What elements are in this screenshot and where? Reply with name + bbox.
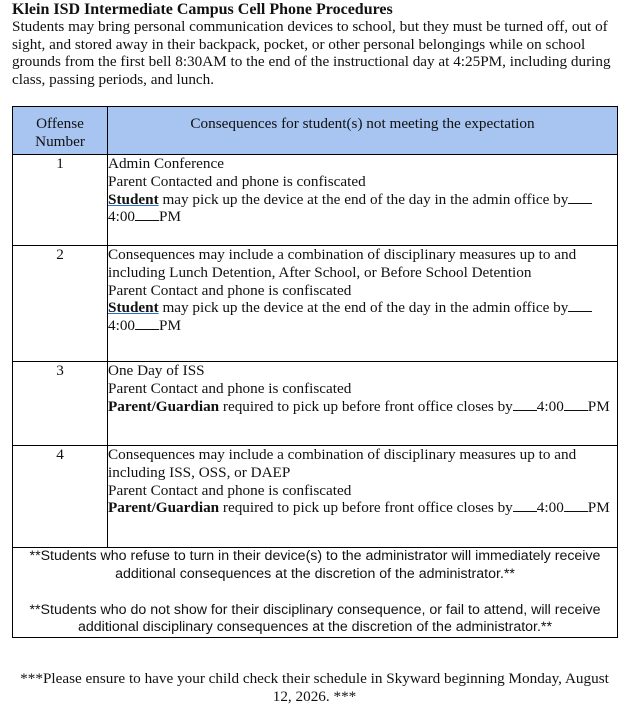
blank-line <box>564 499 588 512</box>
pickup-time: 4:00 <box>536 499 564 517</box>
consequence-cell <box>108 446 618 548</box>
consequence-line: Parent Contact and phone is confiscated <box>108 481 352 499</box>
footer-note: ***Please ensure to have your child check their schedule in Skyward beginning Monday, August 12, 2026. *** <box>20 670 609 705</box>
consequence-line: Parent Contact and phone is confiscated <box>108 281 352 299</box>
pickup-line: required to pick up before front office closes by <box>222 397 513 415</box>
pickup-time: 4:00 <box>108 317 136 335</box>
consequences-table <box>12 106 618 638</box>
pickup-pm: PM <box>159 317 181 335</box>
bold-lead: Parent/Guardian <box>108 397 220 415</box>
pickup-text <box>108 191 617 227</box>
blank-line <box>513 398 537 411</box>
blank-line <box>135 208 159 221</box>
header-offense-number <box>13 107 108 155</box>
consequence-cell <box>108 246 618 362</box>
table-row <box>13 362 618 446</box>
offense-number: 1 <box>13 155 108 246</box>
header-consequences <box>108 107 618 155</box>
blank-line <box>568 299 592 312</box>
consequence-cell <box>108 155 618 246</box>
note-no-show: **Students who do not show for their disciplinary consequence, or fail to attend, will receive additional disciplinary consequences at the discretion of the administrator.** <box>29 601 601 636</box>
table-header-row <box>13 107 618 155</box>
offense-number: 3 <box>13 362 108 446</box>
pickup-line: may pick up the device at the end of the day in the admin office by <box>162 190 569 208</box>
bold-lead: Student <box>108 299 159 317</box>
pickup-text <box>108 398 617 416</box>
notes-cell <box>13 548 618 638</box>
pickup-time: 4:00 <box>536 397 564 415</box>
consequence-line: Parent Contacted and phone is confiscated <box>108 172 366 190</box>
pickup-pm: PM <box>159 208 181 226</box>
table-row <box>13 246 618 362</box>
consequence-line: One Day of ISS <box>108 362 205 379</box>
offense-number: 2 <box>13 246 108 362</box>
table-row <box>13 155 618 246</box>
header-consequences-label: Consequences for student(s) not meeting the expectation <box>190 115 535 132</box>
blank-line <box>135 317 159 330</box>
bold-lead: Parent/Guardian <box>108 499 220 517</box>
consequence-cell <box>108 362 618 446</box>
pickup-line: required to pick up before front office closes by <box>222 499 513 517</box>
offense-number: 4 <box>13 446 108 548</box>
consequence-line: Consequences may include a combination of disciplinary measures up to and including ISS, OSS, or DAEP <box>108 446 577 481</box>
blank-line <box>513 499 537 512</box>
header-offense-label: Offense Number <box>35 115 85 150</box>
notes-row <box>13 548 618 638</box>
pickup-line: may pick up the device at the end of the day in the admin office by <box>162 299 569 317</box>
pickup-pm: PM <box>587 499 610 517</box>
document-title: Klein ISD Intermediate Campus Cell Phone Procedures <box>12 1 393 18</box>
pickup-pm: PM <box>587 397 610 415</box>
table-row <box>13 446 618 548</box>
consequence-line: Admin Conference <box>108 155 224 172</box>
pickup-time: 4:00 <box>108 208 136 226</box>
blank-line <box>568 191 592 204</box>
intro-paragraph: Students may bring personal communication devices to school, but they must be turned off, out of sight, and stored away in their backpack, pocket, or other personal belongings while on school grounds from the first bell 8:30AM to the end of the instructional day at 4:25PM, including during class, passing periods, and lunch. <box>12 18 611 88</box>
consequence-line: Consequences may include a combination of disciplinary measures up to and including Lunch Detention, After School, or Before School Detention <box>108 246 577 281</box>
pickup-text <box>108 299 617 335</box>
pickup-text <box>108 499 617 517</box>
consequence-line: Parent Contact and phone is confiscated <box>108 379 352 397</box>
bold-lead: Student <box>108 190 159 208</box>
blank-line <box>564 398 588 411</box>
note-refuse: **Students who refuse to turn in their device(s) to the administrator will immediately receive additional consequences at the discretion of the administrator.** <box>29 548 601 582</box>
